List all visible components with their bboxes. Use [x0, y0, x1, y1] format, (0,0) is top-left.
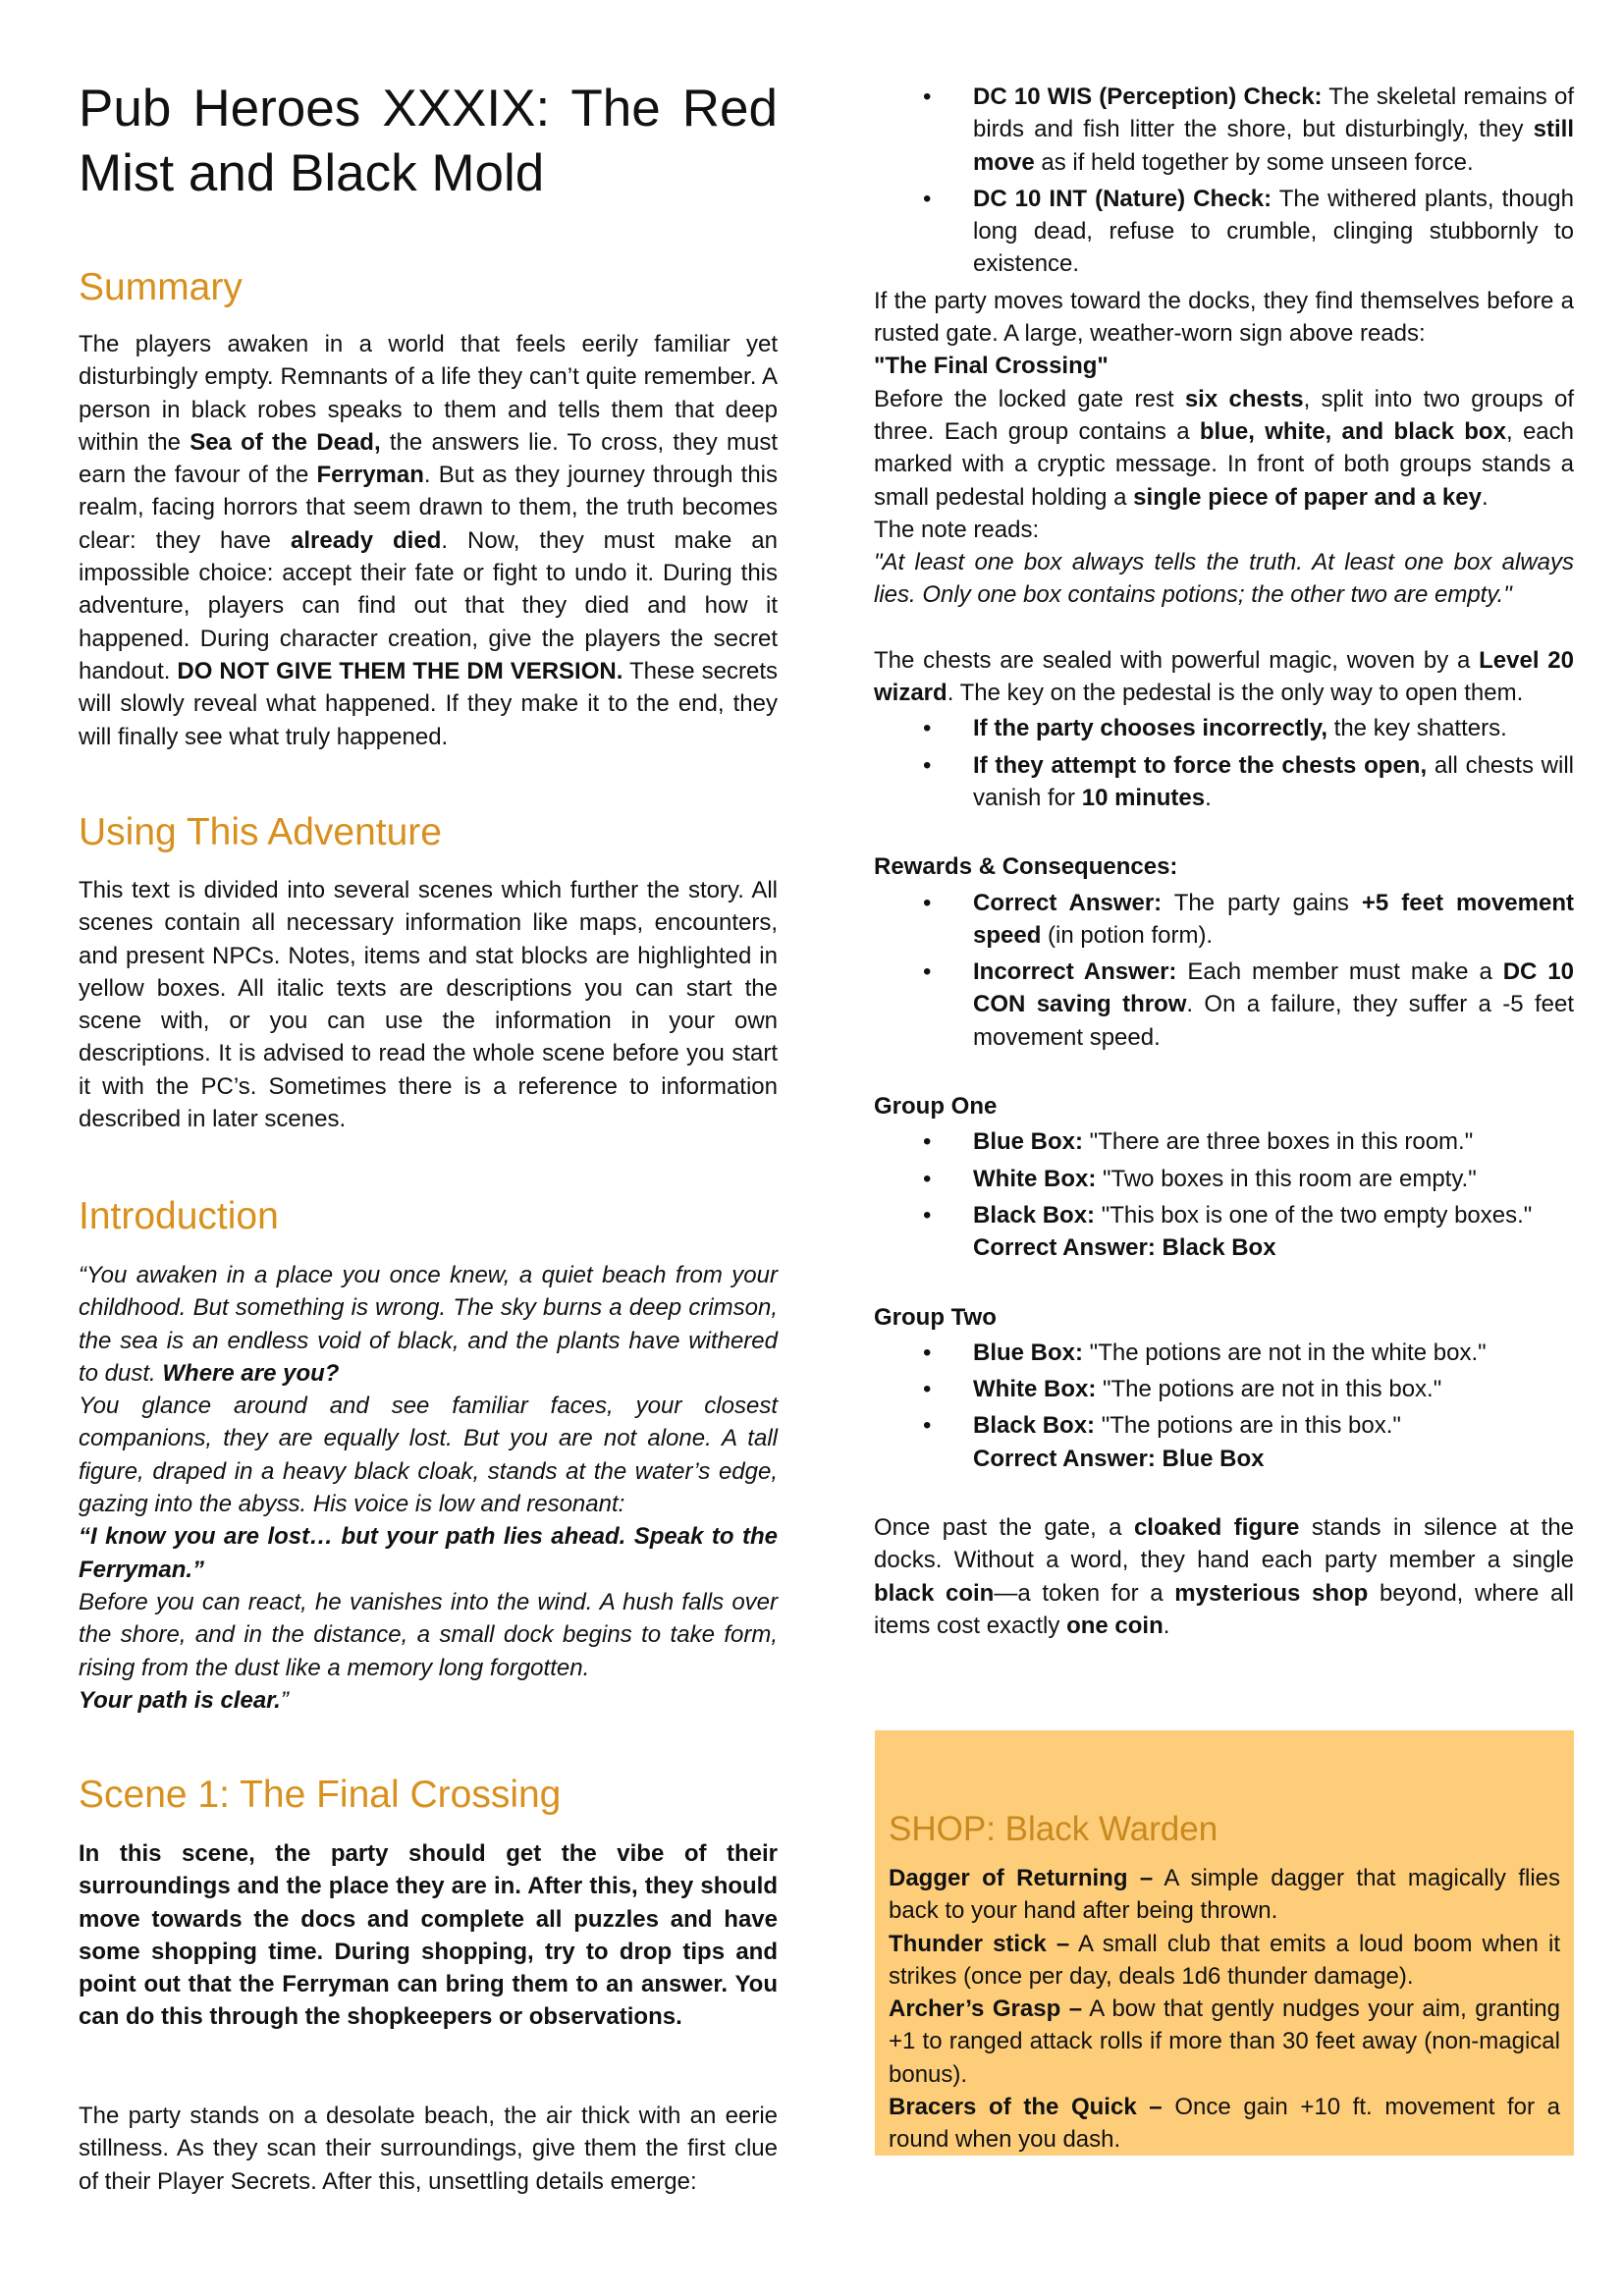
text-run: Thunder stick – — [889, 1930, 1070, 1957]
bullet-icon: • — [923, 715, 932, 742]
using-paragraph — [79, 874, 778, 1135]
text-run: stands in silence at the docks. Without a word, they hand each party member a single — [874, 1513, 1575, 1574]
text-run: DC 10 WIS (Perception) Check: — [973, 83, 1323, 110]
text-run: The withered plants, though long dead, refuse to crumble, clinging stubbornly to existence. — [973, 185, 1574, 278]
text-run: Once gain +10 ft. movement for a round when you dash. — [889, 2094, 1561, 2154]
list-item — [874, 1337, 1574, 1369]
past-gate-paragraph — [874, 1511, 1574, 1642]
text-run: . On a failure, they suffer a -5 feet movement speed. — [973, 991, 1574, 1051]
intro-paragraph — [79, 1586, 778, 1684]
text-run: These secrets will slowly reveal what happened. If they make it to the end, they will finally see what truly happened. — [79, 657, 778, 750]
text-run: . — [1163, 1612, 1170, 1639]
text-run: cloaked figure — [1133, 1513, 1300, 1541]
text-run: If the party chooses incorrectly, — [973, 715, 1327, 742]
text-run: "The potions are not in this box." — [1096, 1376, 1442, 1403]
correct-answer: Correct Answer: Black Box — [973, 1234, 1276, 1262]
list-item — [874, 1199, 1574, 1265]
sign-text — [874, 350, 1574, 382]
text-run: single piece of paper and a key — [1133, 483, 1482, 511]
rewards-heading — [874, 850, 1574, 883]
right-column — [874, 81, 1574, 1642]
intro-paragraph — [79, 1684, 778, 1717]
rewards-list — [874, 887, 1574, 1054]
text-run: Your path is clear. — [79, 1686, 281, 1714]
text-run: "Two boxes in this room are empty." — [1096, 1165, 1477, 1192]
list-item — [874, 749, 1574, 815]
scene1-dm-note — [79, 1837, 778, 2034]
text-run: as if held together by some unseen force. — [1034, 148, 1474, 176]
text-run: “You awaken in a place you once knew, a quiet beach from your childhood. But something is wrong. The sky burns a deep crimson, the sea is an endless void of black, and the plants have withered to dust. — [79, 1262, 778, 1387]
group-two-list — [874, 1337, 1574, 1475]
shop-item — [889, 1928, 1560, 1994]
text-run: A bow that gently nudges your aim, granting +1 to ranged attack rolls if more than 30 feet away (non-magical bonus). — [889, 1995, 1560, 2088]
text-run: already died — [291, 526, 442, 554]
text-run: DO NOT GIVE THEM THE DM VERSION. — [177, 657, 623, 684]
text-run: ” — [280, 1686, 289, 1714]
text-run: Rewards & Consequences: — [874, 853, 1178, 881]
scene1-paragraph — [79, 2100, 778, 2198]
text-run: . The key on the pedestal is the only way to open them. — [947, 680, 1524, 707]
text-run: Where are you? — [162, 1359, 340, 1387]
summary-heading: Summary — [79, 266, 243, 308]
bullet-icon: • — [923, 1412, 932, 1440]
bullet-icon: • — [923, 1376, 932, 1403]
text-run: The skeletal remains of birds and fish litter the shore, but disturbingly, they — [973, 83, 1574, 143]
group-one-heading — [874, 1090, 1574, 1122]
text-run: Archer’s Grasp – — [889, 1995, 1083, 2023]
bullet-icon: • — [923, 1339, 932, 1366]
shop-box — [875, 1730, 1574, 2156]
text-run: , split into two groups of three. Each group contains a — [874, 385, 1574, 445]
text-run: . But as they journey through this realm, facing horrors that seem drawn to them, the truth becomes clear: they have — [79, 462, 778, 554]
bullet-icon: • — [923, 889, 932, 916]
text-run: You glance around and see familiar faces, your closest companions, they are equally lost. But you are not alone. A tall figure, draped in a heavy black cloak, stands at the water’s edge, gazing into the abyss. His voice is low and resonant: — [79, 1393, 778, 1518]
text-run: The players awaken in a world that feels eerily familiar yet disturbingly empty. Remnants of a life they can’t quite remember. A person in black robes speaks to them and tells them that deep within the — [79, 331, 778, 456]
summary-paragraph — [79, 328, 778, 753]
list-item — [874, 956, 1574, 1054]
text-run: —a token for a — [994, 1579, 1175, 1607]
text-run: In this scene, the party should get the vibe of their surroundings and the place they are in. After this, they should move towards the docs and complete all puzzles and have some shopping time. During shopping, try to drop tips and point out that the Ferryman can bring them to an answer. You can do this through the shopkeepers or observations. — [79, 1840, 778, 2031]
text-run: This text is divided into several scenes which further the story. All scenes contain all necessary information like maps, encounters, and present NPCs. Notes, items and stat blocks are highlighted in yellow boxes. All italic texts are descriptions you can start the scene with, or you can use the information in your own descriptions. It is advised to read the whole scene before you start it with the PC’s. Sometimes there is a reference to information described in later scenes. — [79, 877, 778, 1133]
list-item — [874, 712, 1574, 744]
text-run: "This box is one of the two empty boxes." — [1095, 1201, 1533, 1229]
text-run: +5 feet movement speed — [973, 889, 1574, 949]
text-run: (in potion form). — [1041, 921, 1214, 949]
shop-heading: SHOP: Black Warden — [889, 1810, 1218, 1848]
correct-answer: Correct Answer: Blue Box — [973, 1445, 1265, 1472]
text-run: A simple dagger that magically flies back to your hand after being thrown. — [889, 1865, 1560, 1925]
intro-quote — [79, 1520, 778, 1586]
bullet-icon: • — [923, 1201, 932, 1229]
intro-paragraph — [79, 1259, 778, 1390]
text-run: . Now, they must make an impossible choice: accept their fate or fight to undo it. During this adventure, players can find out that they died and how it happened. During character creation, give the players the secret handout. — [79, 526, 778, 684]
list-item — [874, 1373, 1574, 1405]
introduction-heading: Introduction — [79, 1195, 279, 1237]
group-one-list — [874, 1125, 1574, 1264]
text-run: If the party moves toward the docks, they find themselves before a rusted gate. A large, weather-worn sign above reads: — [874, 287, 1574, 348]
check-list — [874, 81, 1574, 281]
text-run: black coin — [874, 1579, 995, 1607]
text-run: 10 minutes — [1081, 784, 1206, 811]
text-run: , each marked with a cryptic message. In front of both groups stands a small pedestal holding a — [874, 417, 1574, 511]
text-run: Bracers of the Quick – — [889, 2094, 1163, 2121]
shop-item — [889, 1862, 1560, 1928]
text-run: "There are three boxes in this room." — [1083, 1128, 1474, 1156]
introduction-text — [79, 1259, 778, 1717]
text-run: Black Box: — [973, 1201, 1096, 1229]
text-run: Ferryman — [316, 462, 424, 489]
text-run: Blue Box: — [973, 1339, 1084, 1366]
list-item — [874, 1409, 1574, 1475]
list-item — [874, 183, 1574, 281]
text-run: White Box: — [973, 1376, 1097, 1403]
using-heading: Using This Adventure — [79, 811, 442, 853]
text-run: Sea of the Dead, — [189, 428, 381, 456]
text-run: Correct Answer: — [973, 889, 1163, 916]
bullet-icon: • — [923, 751, 932, 779]
text-run: . — [1481, 483, 1489, 511]
text-run: . — [1205, 784, 1212, 811]
list-item — [874, 1125, 1574, 1158]
text-run: DC 10 CON saving throw — [973, 958, 1574, 1018]
text-run: A small club that emits a loud boom when it strikes (once per day, deals 1d6 thunder damage). — [889, 1930, 1560, 1990]
text-run: Before you can react, he vanishes into the wind. A hush falls over the shore, and in the distance, a small dock begins to take form, rising from the dust like a memory long forgotten. — [79, 1588, 778, 1681]
bullet-icon: • — [923, 185, 932, 212]
text-run: Each member must make a — [1176, 958, 1503, 986]
page-title: Pub Heroes XXXIX: The Red Mist and Black Mold — [79, 80, 778, 202]
text-run: beyond, where all items cost exactly — [874, 1579, 1574, 1639]
note-label — [874, 514, 1574, 546]
shop-item — [889, 1993, 1560, 2091]
text-run: The party stands on a desolate beach, the air thick with an eerie stillness. As they scan their surroundings, give them the first clue of their Player Secrets. After this, unsettling details emerge: — [79, 2103, 778, 2195]
text-run: The chests are sealed with powerful magic, woven by a — [874, 646, 1480, 674]
text-run: mysterious shop — [1174, 1579, 1369, 1607]
text-run: the key shatters. — [1327, 715, 1507, 742]
bullet-icon: • — [923, 1128, 932, 1156]
text-run: Level 20 wizard — [874, 646, 1574, 707]
text-run: The note reads: — [874, 516, 1040, 543]
text-run: all chests will vanish for — [973, 751, 1574, 811]
text-run: DC 10 INT (Nature) Check: — [973, 185, 1272, 212]
text-run: six chests — [1184, 385, 1304, 412]
scene1-heading: Scene 1: The Final Crossing — [79, 1774, 562, 1816]
text-run: "The potions are not in the white box." — [1083, 1339, 1487, 1366]
text-run: "The potions are in this box." — [1095, 1412, 1401, 1440]
text-run: the answers lie. To cross, they must earn the favour of the — [79, 428, 778, 489]
bullet-icon: • — [923, 958, 932, 986]
list-item — [874, 81, 1574, 179]
list-item — [874, 1163, 1574, 1195]
text-run: blue, white, and black box — [1199, 417, 1506, 445]
text-run: White Box: — [973, 1165, 1097, 1192]
text-run: one coin — [1066, 1612, 1164, 1639]
text-run: Before the locked gate rest — [874, 385, 1185, 412]
text-run: Dagger of Returning – — [889, 1865, 1154, 1891]
text-run: "At least one box always tells the truth. At least one box always lies. Only one box contains potions; the other two are empty." — [874, 549, 1574, 609]
gate-paragraph — [874, 285, 1574, 351]
text-run: Once past the gate, a — [874, 1513, 1134, 1541]
text-run: Incorrect Answer: — [973, 958, 1177, 986]
bullet-icon: • — [923, 83, 932, 110]
shop-item — [889, 2091, 1560, 2157]
text-run: Black Box: — [973, 1412, 1096, 1440]
chests-paragraph — [874, 383, 1574, 514]
text-run: "The Final Crossing" — [874, 353, 1109, 380]
text-run: still move — [973, 116, 1574, 176]
group-two-heading — [874, 1301, 1574, 1334]
text-run: “I know you are lost… but your path lies ahead. Speak to the Ferryman.” — [79, 1523, 778, 1583]
note-text — [874, 546, 1574, 612]
intro-paragraph — [79, 1390, 778, 1520]
text-run: Group Two — [874, 1303, 997, 1331]
text-run: If they attempt to force the chests open, — [973, 751, 1428, 779]
text-run: The party gains — [1162, 889, 1362, 916]
text-run: Blue Box: — [973, 1128, 1084, 1156]
list-item — [874, 887, 1574, 953]
sealed-rules-list — [874, 712, 1574, 814]
bullet-icon: • — [923, 1165, 932, 1192]
sealed-paragraph — [874, 644, 1574, 710]
text-run: Group One — [874, 1093, 998, 1121]
